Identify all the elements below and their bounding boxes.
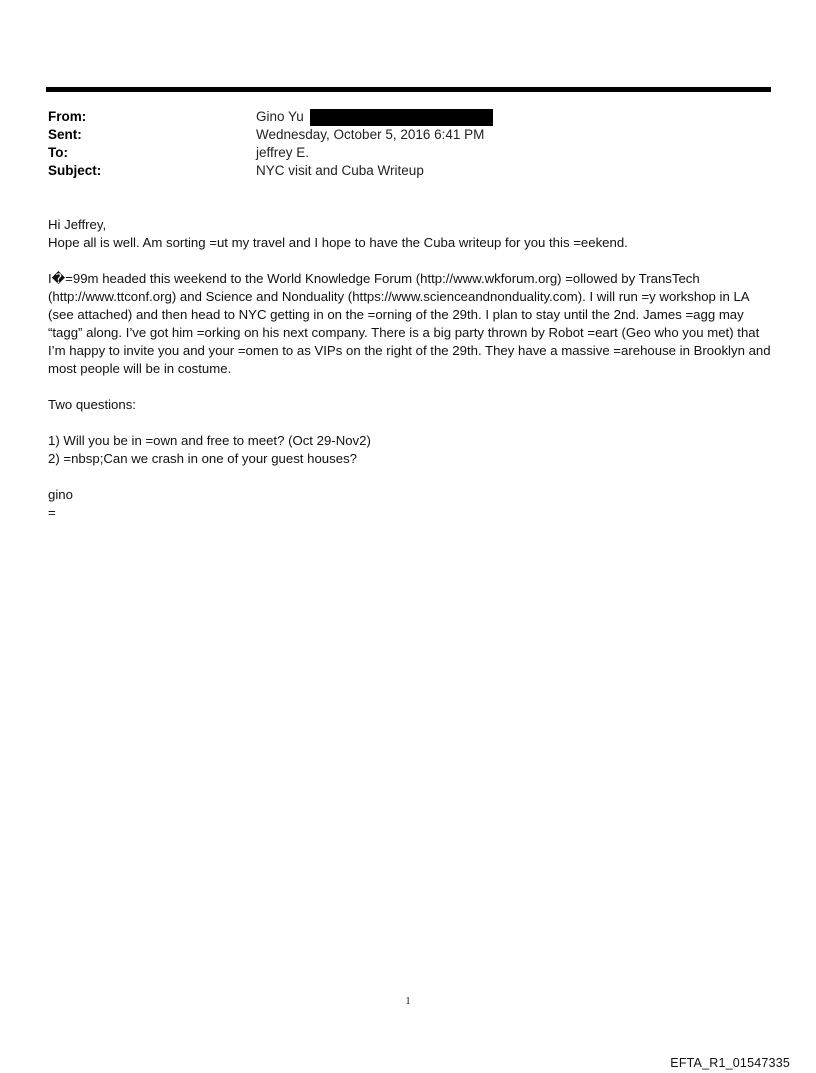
- from-row: [48, 108, 748, 126]
- body-line-1: Hope all is well. Am sorting =ut my travel and I hope to have the Cuba writeup for you this =eekend.: [48, 235, 628, 250]
- bates-number: EFTA_R1_01547335: [670, 1056, 790, 1070]
- redaction-block: [310, 109, 493, 126]
- to-label: To:: [48, 145, 68, 160]
- email-body: [48, 216, 773, 522]
- signature: gino: [48, 487, 73, 502]
- email-header: [48, 108, 748, 180]
- from-label: From:: [48, 109, 87, 124]
- to-row: [48, 144, 748, 162]
- subject-label: Subject:: [48, 163, 102, 178]
- sender-name: Gino Yu: [256, 109, 304, 124]
- questions-intro: Two questions:: [48, 397, 136, 412]
- question-2: 2) =nbsp;Can we crash in one of your guest houses?: [48, 451, 357, 466]
- greeting: Hi Jeffrey,: [48, 217, 107, 232]
- body-paragraph-2: I�=99m headed this weekend to the World Knowledge Forum (http://www.wkforum.org) =ollowed by TransTech (http://www.ttconf.org) and Science and Nonduality (https://www.scienceandnonduality.com). I will run =y workshop in LA (see attached) and then head to NYC getting in on the =orning of the 29th. I plan to stay until the 2nd. James =agg may “tagg” along. I’ve got him =orking on his next company. There is a big party thrown by Robot =eart (Geo who you met) that I’m happy to invite you and your =omen to as VIPs on the right of the 29th. They have a massive =arehouse in Brooklyn and most people will be in costume.: [48, 271, 771, 376]
- header-divider: [46, 87, 771, 92]
- question-1: 1) Will you be in =own and free to meet? (Oct 29-Nov2): [48, 433, 371, 448]
- to-value: jeffrey E.: [256, 145, 310, 160]
- from-value: [256, 108, 493, 126]
- subject-value: NYC visit and Cuba Writeup: [256, 163, 424, 178]
- sent-label: Sent:: [48, 127, 82, 142]
- trailing-char: =: [48, 505, 56, 520]
- sent-value: Wednesday, October 5, 2016 6:41 PM: [256, 127, 485, 142]
- page-number: 1: [405, 995, 411, 1007]
- sent-row: [48, 126, 748, 144]
- subject-row: [48, 162, 748, 180]
